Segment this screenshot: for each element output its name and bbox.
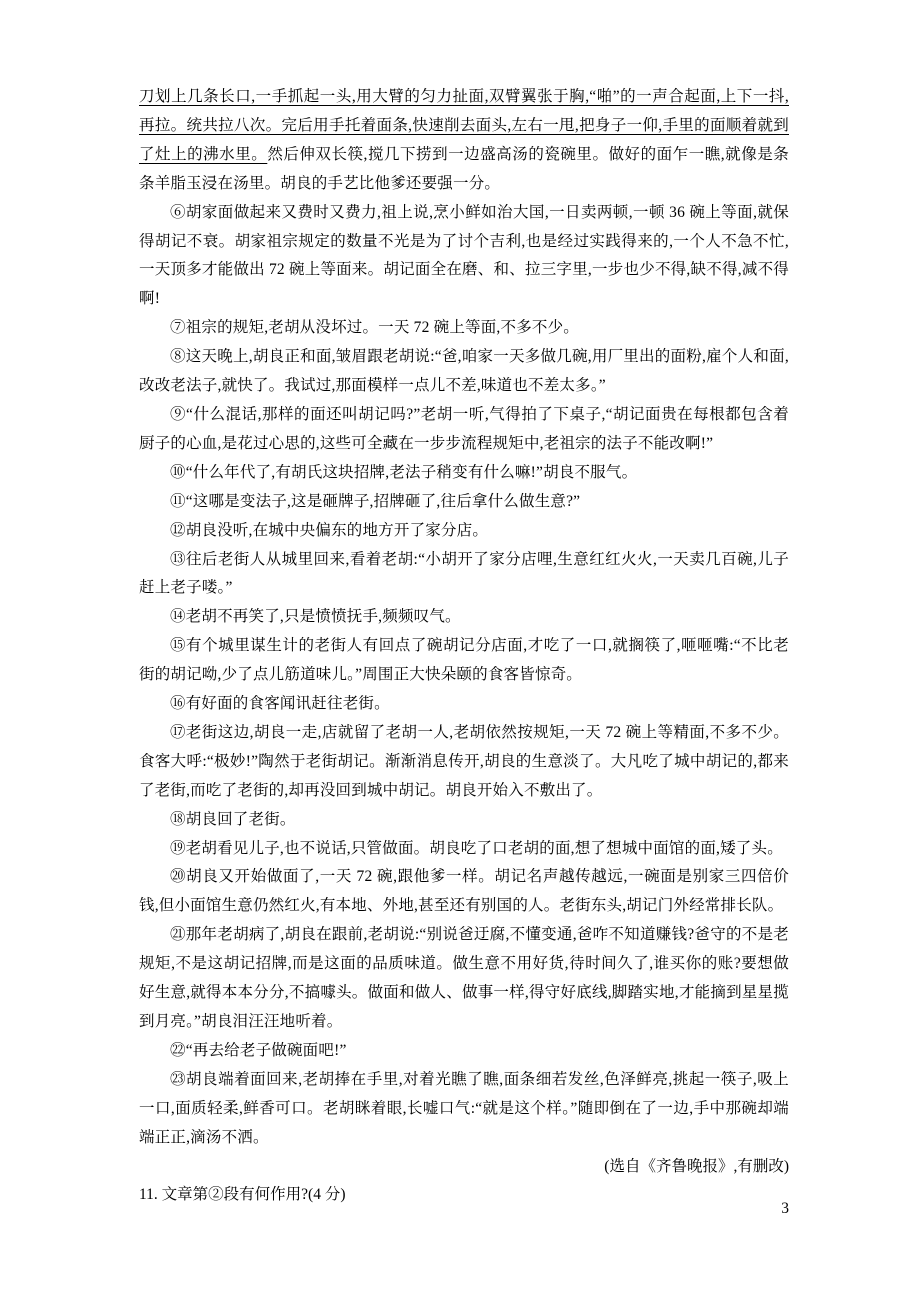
article-paragraph: ⑥胡家面做起来又费时又费力,祖上说,烹小鲜如治大国,一日卖两顿,一顿 36 碗上等面,就保得胡记不衰。胡家祖宗规定的数量不光是为了讨个吉利,也是经过实践得来的,一个人不急不忙,一天顶多才能做出 72 碗上等面来。胡记面全在磨、和、拉三字里,一步也少不得,缺不得,减不得啊! (139, 203, 789, 308)
article-paragraph: ⑪“这哪是变法子,这是砸牌子,招牌砸了,往后拿什么做生意?” (170, 492, 581, 510)
source-attribution: (选自《齐鲁晚报》,有删改) (604, 1157, 789, 1175)
article-paragraph: ⑳胡良又开始做面了,一天 72 碗,跟他爹一样。胡记名声越传越远,一碗面是别家三四倍价钱,但小面馆生意仍然红火,有本地、外地,甚至还有别国的人。老街东头,胡记门外经常排长队。 (139, 868, 789, 915)
article-paragraph: ⑬往后老街人从城里回来,看着老胡:“小胡开了家分店哩,生意红红火火,一天卖几百碗,儿子赶上老子喽。” (139, 550, 789, 597)
article-paragraph: ⑦祖宗的规矩,老胡从没坏过。一天 72 碗上等面,不多不少。 (170, 319, 580, 337)
article-paragraph: ⑩“什么年代了,有胡氏这块招牌,老法子稍变有什么嘛!”胡良不服气。 (170, 463, 638, 481)
question-11: 11. 文章第②段有何作用?(4 分) (139, 1186, 346, 1204)
article-paragraph: ⑱胡良回了老街。 (170, 810, 296, 828)
article-paragraph: ⑫胡良没听,在城中央偏东的地方开了家分店。 (170, 521, 489, 539)
article-paragraph: ㉓胡良端着面回来,老胡捧在手里,对着光瞧了瞧,面条细若发丝,色泽鲜亮,挑起一筷子,吸上一口,面质轻柔,鲜香可口。老胡眯着眼,长嘘口气:“就是这个样。”随即倒在了一边,手中那碗却端端正正,滴汤不洒。 (139, 1070, 789, 1146)
underlined-sentence: 刀划上几条长口,一手抓起一头,用大臂的匀力扯面,双臂翼张于胸,“啪”的一声合起面,上下一抖,再拉。统共拉八次。完后用手托着面条,快速削去面头,左右一甩,把身子一仰,手里的面顺着就到了灶上的沸水里。 (139, 88, 789, 163)
article-paragraph: ⑰老街这边,胡良一走,店就留了老胡一人,老胡依然按规矩,一天 72 碗上等精面,不多不少。食客大呼:“极妙!”陶然于老街胡记。渐渐消息传开,胡良的生意淡了。大凡吃了城中胡记的,都来了老街,而吃了老街的,却再没回到城中胡记。胡良开始入不敷出了。 (139, 723, 789, 799)
opening-paragraph (139, 83, 789, 199)
article-paragraph: ⑮有个城里谋生计的老街人有回点了碗胡记分店面,才吃了一口,就搁筷了,咂咂嘴:“不比老街的胡记呦,少了点儿筋道味儿。”周围正大快朵颐的食客皆惊奇。 (139, 637, 789, 684)
article-content (139, 83, 789, 1210)
opening-paragraph-rest: 然后伸双长筷,搅几下捞到一边盛高汤的瓷碗里。做好的面乍一瞧,就像是条条羊脂玉浸在汤里。胡良的手艺比他爹还要强一分。 (139, 145, 789, 192)
article-paragraphs (139, 199, 789, 1153)
article-paragraph: ⑭老胡不再笑了,只是愤愤抚手,频频叹气。 (170, 608, 461, 626)
page-number: 3 (781, 1200, 789, 1217)
article-paragraph: ⑧这天晚上,胡良正和面,皱眉跟老胡说:“爸,咱家一天多做几碗,用厂里出的面粉,雇个人和面,改改老法子,就快了。我试过,那面模样一点儿不差,味道也不差太多。” (139, 348, 789, 395)
article-paragraph: ㉒“再去给老子做碗面吧!” (170, 1041, 347, 1059)
article-paragraph: ⑨“什么混话,那样的面还叫胡记吗?”老胡一听,气得拍了下桌子,“胡记面贵在每根都包含着厨子的心血,是花过心思的,这些可全藏在一步步流程规矩中,老祖宗的法子不能改啊!” (139, 405, 789, 452)
article-paragraph: ⑯有好面的食客闻讯赶往老街。 (170, 695, 390, 713)
article-paragraph: ㉑那年老胡病了,胡良在跟前,老胡说:“别说爸迂腐,不懂变通,爸咋不知道赚钱?爸守的不是老规矩,不是这胡记招牌,而是这面的品质味道。做生意不用好货,待时间久了,谁买你的账?要想做好生意,就得本本分分,不搞噱头。做面和做人、做事一样,得守好底线,脚踏实地,才能摘到星星揽到月亮。”胡良泪汪汪地听着。 (139, 926, 789, 1030)
article-paragraph: ⑲老胡看见儿子,也不说话,只管做面。胡良吃了口老胡的面,想了想城中面馆的面,矮了头。 (170, 839, 783, 857)
